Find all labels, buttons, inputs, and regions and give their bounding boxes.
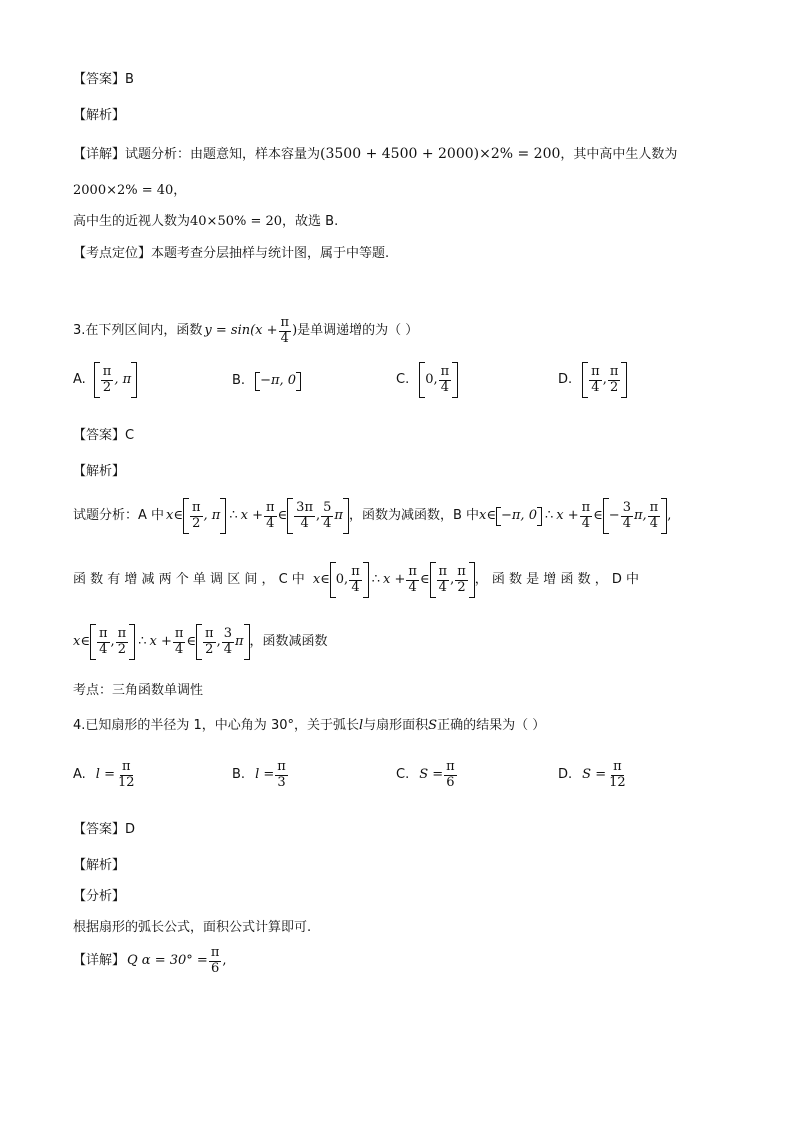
fraction: $\frac{\pi}{4}$ — [280, 315, 290, 346]
answer-value: C — [125, 428, 135, 443]
q4-answer-line — [73, 822, 135, 838]
q2-kaodian — [73, 246, 389, 262]
q3-analysis-line3: x ∈ $\frac{\pi}{4}$ , $\frac{\pi}{2}$ ∴ x + $\frac{\pi}{4}$ ∈ $\frac{\pi}{2}$ , $\frac{3}{4}$ π ，函数减函数 — [73, 624, 328, 660]
analysis-text: 试题分析：A 中 — [73, 507, 165, 523]
option-b-value: −π, 0 — [260, 373, 297, 389]
analysis-text-b: ， 函 数 是 增 函 数 ， D 中 — [474, 571, 639, 587]
option-label: C. — [396, 767, 410, 783]
line3-tail: ，故选 B. — [282, 214, 339, 229]
option-label: D. — [558, 371, 573, 387]
q4-option-c: C. S = $\frac{\pi}{6}$ — [396, 759, 455, 790]
q3-option-d: D. $\frac{\pi}{4}$ , $\frac{\pi}{2}$ — [558, 362, 627, 398]
kaodian-text: 本题考查分层抽样与统计图，属于中等题. — [151, 246, 390, 261]
q4-stem — [73, 718, 545, 734]
line3-text: 高中生的近视人数为 — [73, 214, 191, 229]
detail-tag: 【详解】 — [73, 147, 126, 162]
option-label: C. — [396, 371, 410, 387]
q2-answer-line — [73, 72, 134, 88]
q3-option-b — [232, 372, 301, 391]
answer-value: D — [125, 822, 136, 837]
q4-stem-text-b: 与扇形面积 — [363, 718, 429, 733]
q3-option-a: A. $\frac{\pi}{2}$ , π — [73, 362, 137, 398]
line3-expression: 40×50% = 20 — [190, 214, 283, 229]
q4-detail-line: 【详解】 Q α = 30° = $\frac{\pi}{6}$ , — [73, 945, 227, 976]
q4-option-d: D. S = $\frac{\pi}{12}$ — [558, 759, 626, 790]
q3-answer-line — [73, 428, 134, 444]
q3-stem: 3.在下列区间内，函数 y = sin(x + $\frac{\pi}{4}$ ) 是单调递增的为（ ） — [73, 315, 419, 346]
q3-stem-tail: 是单调递增的为（ ） — [297, 323, 419, 339]
q2-line2: 2000×2% = 40， — [73, 183, 187, 198]
fenxi-tag: 【分析】 — [73, 889, 126, 904]
q3-kaodian: 考点：三角函数单调性 — [73, 683, 204, 698]
analysis-tag: 【解析】 — [73, 858, 126, 873]
q4-option-b: B. l = $\frac{\pi}{3}$ — [232, 759, 286, 790]
q3-analysis-line1: 试题分析：A 中 x ∈ $\frac{\pi}{2}$ , π ∴ x + $\frac{\pi}{4}$ ∈ $\frac{3\pi}{4}$ , $\frac{5}{4}$ π ，函数为减函数，B 中 x ∈ −π, 0 ∴ x + $\frac{\pi}{4}$ ∈ − $\frac{3}{4}$ π, $\frac{\pi}{4}$ , — [73, 498, 671, 534]
q4-option-a: A. l = $\frac{\pi}{12}$ — [73, 759, 135, 790]
analysis-text-b: ，函数减函数 — [249, 633, 328, 649]
q3-option-c: C. 0, $\frac{\pi}{4}$ — [396, 362, 458, 398]
option-label: B. — [232, 767, 246, 783]
answer-tag: 【答案】 — [73, 428, 126, 443]
detail-tail: ，其中高中生人数为 — [560, 147, 678, 162]
analysis-text: 函 数 有 增 减 两 个 单 调 区 间 ， C 中 — [73, 571, 305, 587]
sample-expression: (3500 + 4500 + 2000)×2% = 200 — [320, 146, 561, 162]
detail-expression: Q α = 30° = — [127, 953, 208, 969]
q3-stem-text: 3.在下列区间内，函数 — [73, 323, 203, 339]
option-label: D. — [558, 767, 573, 783]
analysis-text-b: ，函数为减函数，B 中 — [348, 507, 480, 523]
option-label: A. — [73, 767, 86, 783]
q2-detail-line — [73, 146, 677, 164]
q4-stem-tail: 正确的结果为（ ） — [437, 718, 546, 733]
q3-function: y = sin(x + — [204, 323, 278, 339]
detail-text: 试题分析：由题意知，样本容量为 — [125, 147, 321, 162]
option-label: A. — [73, 371, 86, 387]
answer-tag: 【答案】 — [73, 72, 126, 87]
kaodian-tag: 【考点定位】 — [73, 246, 152, 261]
q4-fenxi-text: 根据扇形的弧长公式，面积公式计算即可. — [73, 920, 312, 935]
q4-stem-text: 4.已知扇形的半径为 1，中心角为 30°，关于弧长 — [73, 718, 359, 733]
q2-line3 — [73, 214, 338, 230]
area-symbol: S — [428, 718, 438, 733]
answer-value: B — [125, 72, 134, 87]
q3-analysis-line2: 函 数 有 增 减 两 个 单 调 区 间 ， C 中 x ∈ 0, $\frac{\pi}{4}$ ∴ x + $\frac{\pi}{4}$ ∈ $\frac{\pi}{4}$ , $\frac{\pi}{2}$ ， 函 数 是 增 函 数 ， D 中 — [73, 562, 639, 598]
answer-tag: 【答案】 — [73, 822, 126, 837]
analysis-tag: 【解析】 — [73, 464, 126, 479]
option-label: B. — [232, 373, 246, 389]
analysis-tag: 【解析】 — [73, 108, 126, 123]
arc-length-symbol: l — [358, 718, 364, 733]
detail-tag: 【详解】 — [73, 953, 126, 969]
